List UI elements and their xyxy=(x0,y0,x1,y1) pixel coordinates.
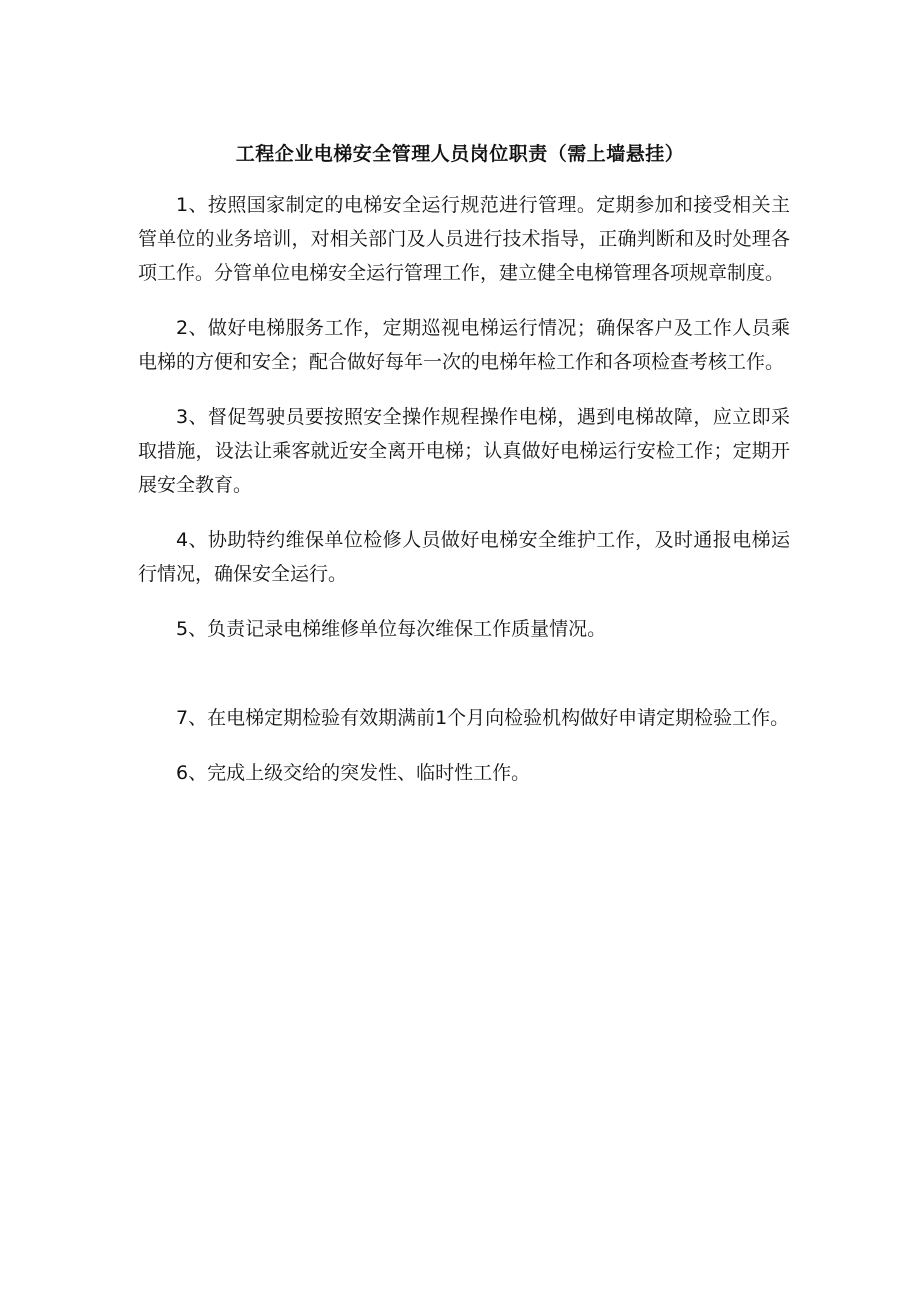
duty-item-3: 3、督促驾驶员要按照安全操作规程操作电梯，遇到电梯故障，应立即采取措施，设法让乘客就近安全离开电梯；认真做好电梯运行安检工作；定期开展安全教育。 xyxy=(138,406,790,496)
duty-item-5: 5、负责记录电梯维修单位每次维保工作质量情况。 xyxy=(176,618,607,640)
duty-item-2: 2、做好电梯服务工作，定期巡视电梯运行情况；确保客户及工作人员乘电梯的方便和安全；配合做好每年一次的电梯年检工作和各项检查考核工作。 xyxy=(138,317,790,373)
duty-item-4: 4、协助特约维保单位检修人员做好电梯安全维护工作，及时通报电梯运行情况，确保安全运行。 xyxy=(138,529,790,585)
duty-item-1: 1、按照国家制定的电梯安全运行规范进行管理。定期参加和接受相关主管单位的业务培训，对相关部门及人员进行技术指导，正确判断和及时处理各项工作。分管单位电梯安全运行管理工作，建立健全电梯管理各项规章制度。 xyxy=(138,194,790,284)
duty-item-7: 7、在电梯定期检验有效期满前1个月向检验机构做好申请定期检验工作。 xyxy=(176,707,790,729)
duty-item-6: 6、完成上级交给的突发性、临时性工作。 xyxy=(176,762,531,784)
page-title: 工程企业电梯安全管理人员岗位职责（需上墙悬挂） xyxy=(235,143,685,165)
document-body xyxy=(138,188,790,790)
